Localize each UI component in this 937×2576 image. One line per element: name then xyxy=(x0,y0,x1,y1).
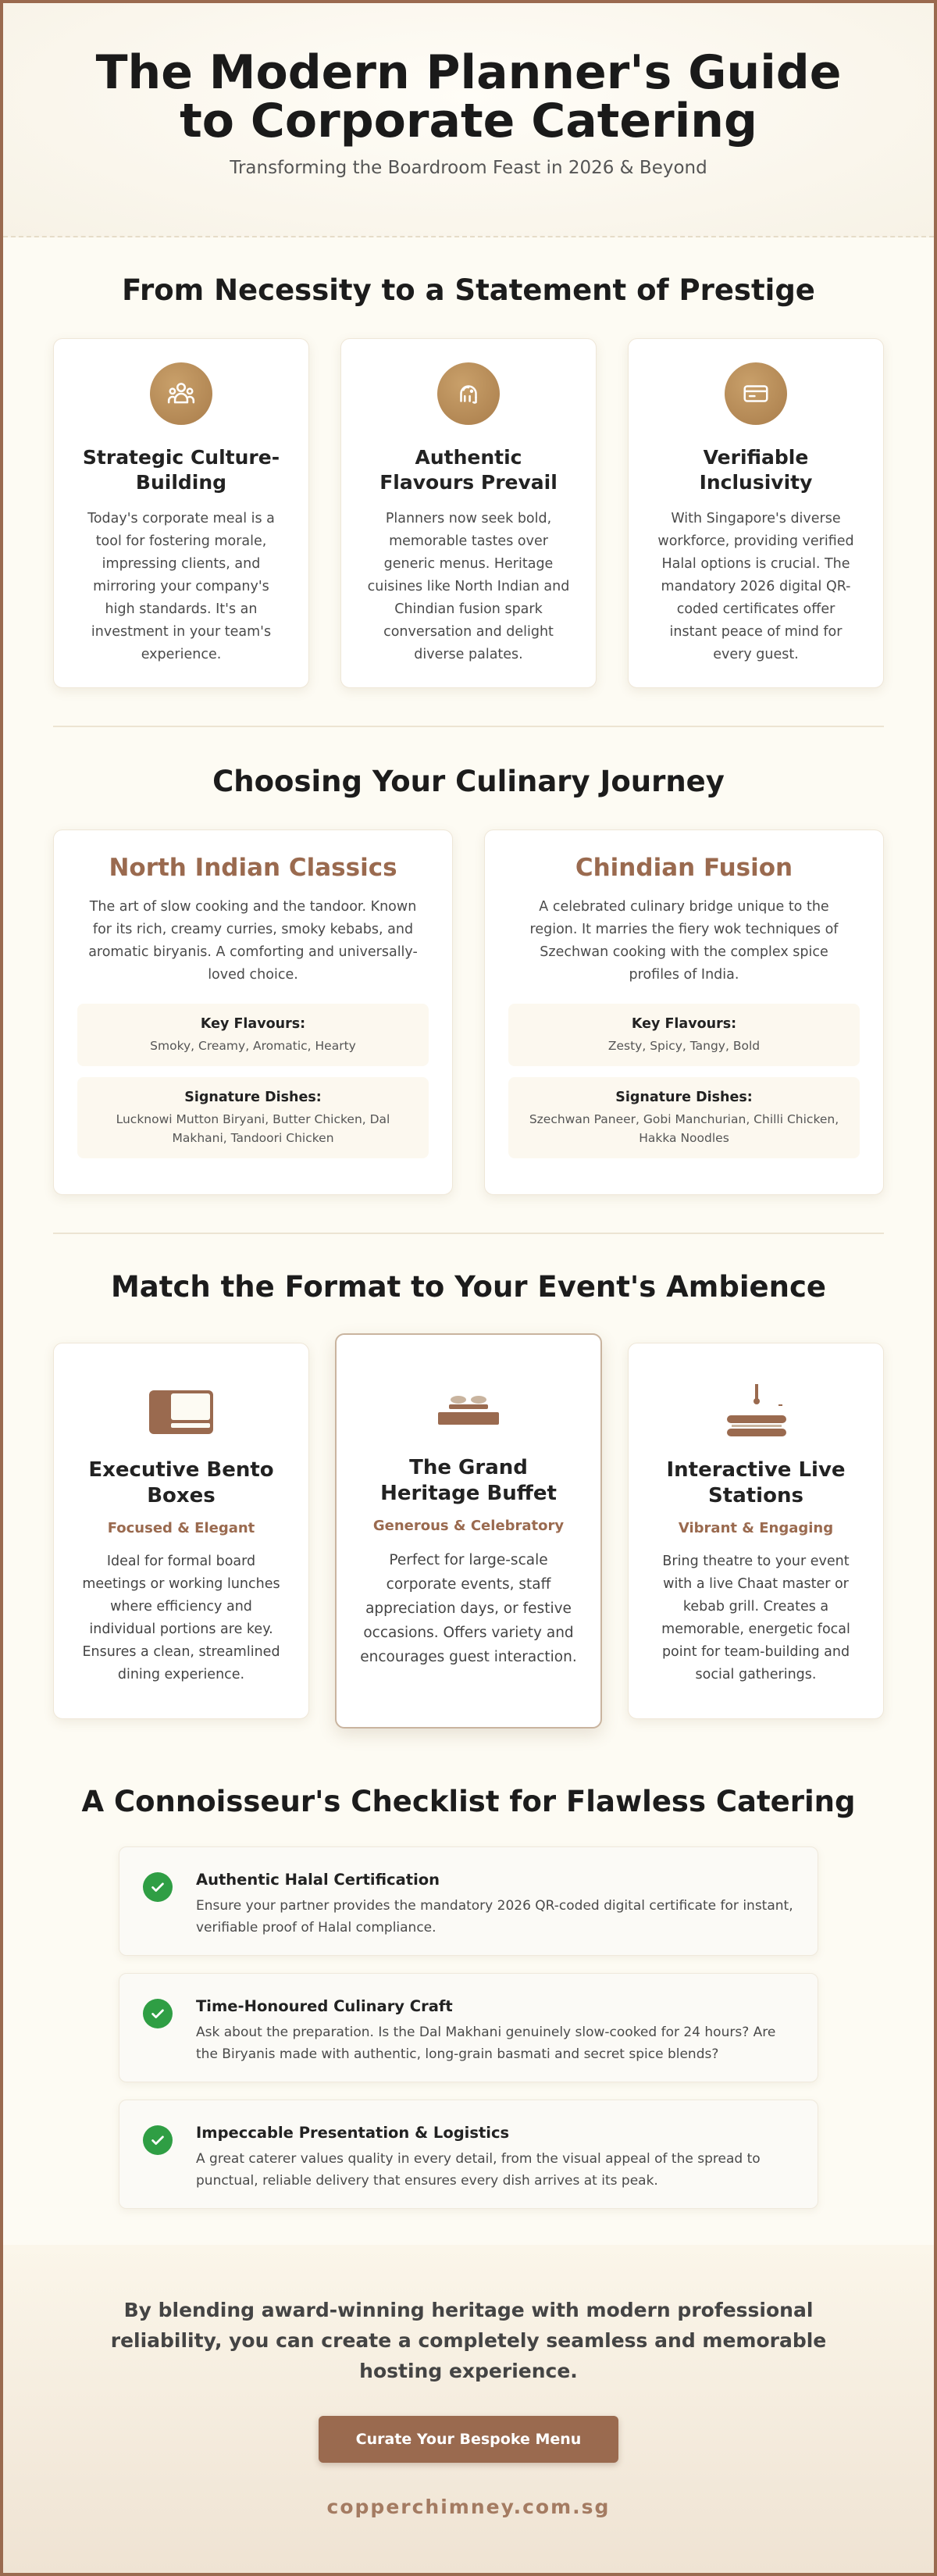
page-subtitle: Transforming the Boardroom Feast in 2026 & Beyond xyxy=(230,158,707,178)
checklist-item-body: Ask about the preparation. Is the Dal Makhani genuinely slow-cooked for 24 hours? Are the Biryanis made with authentic, long-grain basmati and secret spice blends? xyxy=(196,2025,776,2062)
cuisine-description: The art of slow cooking and the tandoor. Known for its rich, creamy curries, smoky kebabs, and aromatic biryanis. A comforting and universally-loved choice. xyxy=(88,899,418,983)
prestige-card-flavours xyxy=(340,338,597,688)
prestige-card-title: Authentic Flavours Prevail xyxy=(379,446,558,494)
check-icon xyxy=(143,2125,173,2155)
signature-dishes-value: Szechwan Paneer, Gobi Manchurian, Chilli Chicken, Hakka Noodles xyxy=(529,1112,839,1145)
key-flavours-value: Zesty, Spicy, Tangy, Bold xyxy=(607,1039,761,1053)
format-body: Bring theatre to your event with a live Chaat master or kebab grill. Creates a memorable, energetic focal point for team-building and social gatherings. xyxy=(661,1554,850,1682)
key-flavours-box xyxy=(77,1004,429,1066)
checklist-item xyxy=(119,2100,818,2209)
signature-dishes-label: Signature Dishes: xyxy=(184,1090,322,1105)
format-card-live-stations xyxy=(628,1343,884,1719)
checklist-title: A Connoisseur's Checklist for Flawless Catering xyxy=(81,1785,856,1818)
prestige-card-body: With Singapore's diverse workforce, providing verified Halal options is crucial. The mandatory 2026 digital QR-coded certificates offer instant peace of mind for every guest. xyxy=(657,511,854,662)
format-card-bento xyxy=(53,1343,309,1719)
buffet-tray-icon xyxy=(360,1382,577,1436)
signature-dishes-box xyxy=(508,1077,860,1158)
journey-title: Choosing Your Culinary Journey xyxy=(212,765,725,798)
prestige-title: From Necessity to a Statement of Prestige xyxy=(122,273,815,307)
format-body: Ideal for formal board meetings or working lunches where efficiency and individual portions are key. Ensures a clean, streamlined dining experience. xyxy=(82,1554,280,1682)
hero-header xyxy=(3,3,934,237)
cuisine-card-north-indian xyxy=(53,830,453,1195)
prestige-card-body: Today's corporate meal is a tool for fostering morale, impressing clients, and mirroring your company's high standards. It's an investment in your team's experience. xyxy=(87,511,275,662)
format-tag: Generous & Celebratory xyxy=(372,1518,565,1534)
checklist-item xyxy=(119,1846,818,1956)
format-title: The Grand Heritage Buffet xyxy=(380,1456,557,1505)
website-link[interactable]: copperchimney.com.sg xyxy=(326,2496,611,2518)
footer xyxy=(3,2245,934,2573)
checklist-item-title: Authentic Halal Certification xyxy=(196,1871,440,1889)
checklist-item xyxy=(119,1973,818,2082)
checklist-item-body: Ensure your partner provides the mandatory 2026 QR-coded digital certificate for instant, verifiable proof of Halal compliance. xyxy=(196,1898,793,1936)
page-title: The Modern Planner's Guide to Corporate Catering xyxy=(95,45,842,148)
checklist-item-title: Time-Honoured Culinary Craft xyxy=(196,1997,453,2015)
curate-menu-button[interactable]: Curate Your Bespoke Menu xyxy=(319,2416,618,2463)
bento-box-icon xyxy=(77,1384,285,1439)
key-flavours-box xyxy=(508,1004,860,1066)
prestige-card-title: Verifiable Inclusivity xyxy=(699,446,813,494)
checklist-item-title: Impeccable Presentation & Logistics xyxy=(196,2124,510,2142)
cuisine-description: A celebrated culinary bridge unique to the region. It marries the fiery wok techniques of Szechwan cooking with the complex spice profiles of India. xyxy=(529,899,839,983)
format-body: Perfect for large-scale corporate events, staff appreciation days, or festive occasions. Offers variety and encourages guest interaction. xyxy=(360,1552,577,1665)
prestige-section xyxy=(3,237,934,688)
key-flavours-label: Key Flavours: xyxy=(200,1016,306,1032)
formats-section xyxy=(3,1234,934,1729)
checklist-section xyxy=(3,1729,934,2209)
prestige-card-culture xyxy=(53,338,309,688)
signature-dishes-value: Lucknowi Mutton Biryani, Butter Chicken, Dal Makhani, Tandoori Chicken xyxy=(116,1112,390,1145)
grill-station-icon xyxy=(652,1384,860,1439)
people-icon xyxy=(150,362,212,425)
prestige-card-inclusivity xyxy=(628,338,884,688)
format-tag: Focused & Elegant xyxy=(107,1520,255,1536)
check-icon xyxy=(143,1999,173,2028)
cuisine-name: North Indian Classics xyxy=(109,854,397,882)
checklist-item-body: A great caterer values quality in every detail, from the visual appeal of the spread to punctual, reliable delivery that ensures every dish arrives at its peak. xyxy=(196,2151,761,2189)
signature-dishes-label: Signature Dishes: xyxy=(615,1090,753,1105)
format-title: Interactive Live Stations xyxy=(666,1458,846,1507)
closing-statement: By blending award-winning heritage with modern professional reliability, you can create a completely seamless and memorable hosting experience. xyxy=(110,2299,827,2382)
signature-dishes-box xyxy=(77,1077,429,1158)
prestige-card-body: Planners now seek bold, memorable tastes over generic menus. Heritage cuisines like North Indian and Chindian fusion spark conversation and delight diverse palates. xyxy=(367,511,570,662)
cuisine-name: Chindian Fusion xyxy=(575,854,793,882)
journey-section xyxy=(3,727,934,1195)
prestige-card-title: Strategic Culture-Building xyxy=(82,446,280,494)
check-icon xyxy=(143,1872,173,1902)
format-tag: Vibrant & Engaging xyxy=(678,1520,834,1536)
key-flavours-value: Smoky, Creamy, Aromatic, Hearty xyxy=(150,1039,356,1053)
formats-title: Match the Format to Your Event's Ambience xyxy=(110,1270,826,1304)
checklist xyxy=(119,1846,818,2209)
key-flavours-label: Key Flavours: xyxy=(631,1016,737,1032)
elephant-icon xyxy=(437,362,500,425)
format-title: Executive Bento Boxes xyxy=(88,1458,274,1507)
format-card-buffet xyxy=(335,1333,602,1729)
id-card-icon xyxy=(725,362,787,425)
cuisine-card-chindian xyxy=(484,830,884,1195)
